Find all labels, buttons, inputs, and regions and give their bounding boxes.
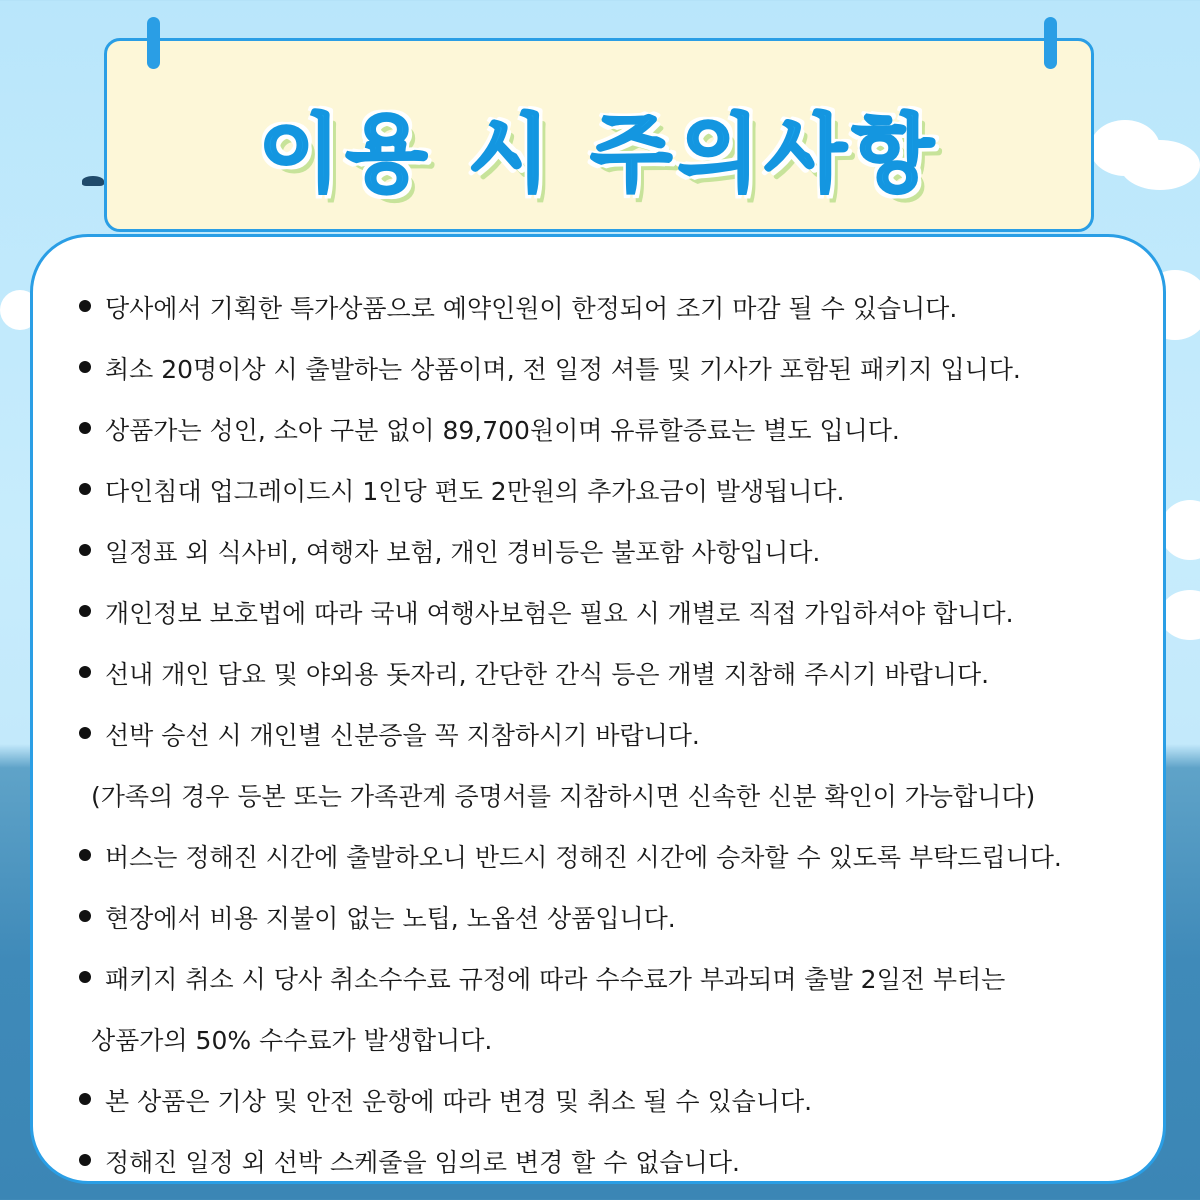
notice-item: 일정표 외 식사비, 여행자 보험, 개인 경비등은 불포함 사항입니다. xyxy=(105,538,821,567)
title-board xyxy=(104,38,1094,232)
notice-item: 최소 20명이상 시 출발하는 상품이며, 전 일정 셔틀 및 기사가 포함된 패키지 입니다. xyxy=(105,355,1021,384)
bullet-icon xyxy=(79,1154,91,1166)
bullet-icon xyxy=(79,300,91,312)
notice-item: 다인침대 업그레이드시 1인당 편도 2만원의 추가요금이 발생됩니다. xyxy=(105,477,845,506)
notice-item: 선내 개인 담요 및 야외용 돗자리, 간단한 간식 등은 개별 지참해 주시기 바랍니다. xyxy=(105,660,990,689)
cloud-decoration xyxy=(1160,590,1200,640)
pin-icon xyxy=(1044,17,1057,69)
notice-item: 상품가는 성인, 소아 구분 없이 89,700원이며 유류할증료는 별도 입니다. xyxy=(105,416,900,445)
bullet-icon xyxy=(79,422,91,434)
notice-item: 당사에서 기획한 특가상품으로 예약인원이 한정되어 조기 마감 될 수 있습니다. xyxy=(105,294,958,323)
bullet-icon xyxy=(79,727,91,739)
bullet-icon xyxy=(79,666,91,678)
notice-continuation: 상품가의 50% 수수료가 발생합니다. xyxy=(91,1026,493,1055)
notice-item: 현장에서 비용 지불이 없는 노팁, 노옵션 상품입니다. xyxy=(105,904,676,933)
bullet-icon xyxy=(79,361,91,373)
notice-card xyxy=(30,234,1166,1184)
notice-item: 정해진 일정 외 선박 스케줄을 임의로 변경 할 수 없습니다. xyxy=(105,1148,740,1177)
bullet-icon xyxy=(79,544,91,556)
notice-item: 본 상품은 기상 및 안전 운항에 따라 변경 및 취소 될 수 있습니다. xyxy=(105,1087,813,1116)
notice-continuation: (가족의 경우 등본 또는 가족관계 증명서를 지참하시면 신속한 신분 확인이 가능합니다) xyxy=(91,782,1036,811)
bullet-icon xyxy=(79,483,91,495)
bullet-icon xyxy=(79,971,91,983)
bullet-icon xyxy=(79,910,91,922)
cloud-decoration xyxy=(1160,500,1200,560)
notice-item: 선박 승선 시 개인별 신분증을 꼭 지참하시기 바랍니다. xyxy=(105,721,700,750)
notice-item: 버스는 정해진 시간에 출발하오니 반드시 정해진 시간에 승차할 수 있도록 부탁드립니다. xyxy=(105,843,1062,872)
bullet-icon xyxy=(79,605,91,617)
notice-item: 패키지 취소 시 당사 취소수수료 규정에 따라 수수료가 부과되며 출발 2일전 부터는 xyxy=(105,965,1006,994)
page-title: 이용 시 주의사항 xyxy=(258,105,940,203)
cloud-decoration xyxy=(1120,140,1200,190)
pin-icon xyxy=(147,17,160,69)
bullet-icon xyxy=(79,1093,91,1105)
notice-item: 개인정보 보호법에 따라 국내 여행사보험은 필요 시 개별로 직접 가입하셔야 합니다. xyxy=(105,599,1014,628)
bird-icon xyxy=(82,176,104,186)
bullet-icon xyxy=(79,849,91,861)
